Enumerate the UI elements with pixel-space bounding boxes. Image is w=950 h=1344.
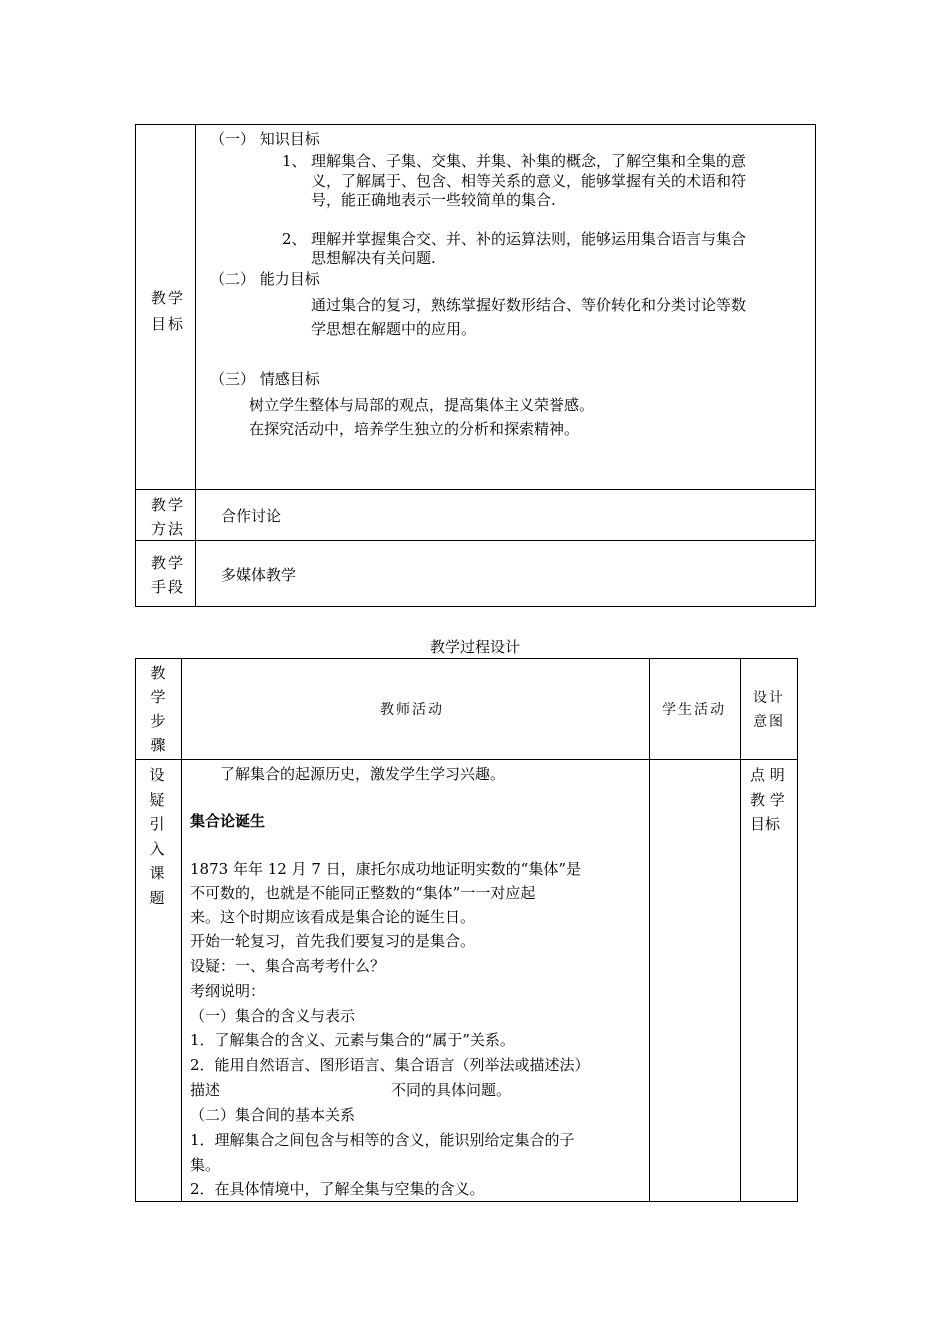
review-intro: 开始一轮复习，首先我们要复习的是集合。 [190,932,476,950]
label-line: 手段 [150,578,185,596]
header-student-activity: 学生活动 [662,702,726,718]
knowledge-item-line: 思想解决有关问题. [311,249,436,267]
history-line: 1873 年年 12 月 7 日，康托尔成功地证明实数的“集体”是 [190,860,581,878]
intent-line: 教 学 [750,790,785,809]
header-char: 步 [150,712,166,730]
teaching-method-value: 合作讨论 [221,507,282,525]
header-teacher-activity: 教师活动 [380,702,444,718]
label-line: 教学 [150,554,185,572]
history-line: 来。这个时期应该看成是集合论的诞生日。 [190,908,476,926]
section-title: 教学过程设计 [429,638,520,656]
knowledge-item-number: 2、 [282,230,307,248]
intro-text: 了解集合的起源历史，激发学生学习兴趣。 [220,765,506,783]
label-line: 目标 [150,315,185,333]
row-label-teaching-means [146,551,190,599]
step-char: 引 [149,815,165,833]
subsection-heading: 集合论诞生 [190,812,266,830]
header-design-intent [741,686,797,734]
step-char: 题 [149,888,165,907]
knowledge-item-number: 1、 [282,152,307,170]
syllabus-item: 2．在具体情境中，了解全集与空集的含义。 [190,1180,485,1198]
syllabus-item-continuation: 描述 [190,1081,221,1099]
syllabus-item: 2．能用自然语言、图形语言、集合语言（列举法或描述法） [190,1056,590,1074]
header-char: 学 [150,688,166,706]
knowledge-item-line: 理解并掌握集合交、并、补的运算法则，能够运用集合语言与集合 [311,230,747,248]
intent-line: 点 明 [750,766,785,784]
header-char: 教 [150,664,166,682]
history-line: 不可数的，也就是不能同正整数的“集体”一一对应起 [190,884,536,902]
header-line: 设计 [753,690,785,706]
emotion-objective-line: 在探究活动中，培养学生独立的分析和探索精神。 [249,420,580,438]
step-char: 设 [149,766,165,784]
syllabus-section-heading: （二）集合间的基本关系 [190,1106,356,1124]
question-text: 设疑：一、集合高考考什么？ [190,957,386,975]
row-label-teaching-objectives [146,285,190,337]
step-char: 课 [149,864,165,882]
header-teaching-step [146,661,170,757]
row-label-teaching-method [146,493,190,541]
header-char: 骤 [150,736,166,754]
label-line: 教学 [150,289,185,307]
syllabus-item: 1．理解集合之间包含与相等的含义，能识别给定集合的子 [190,1131,575,1149]
syllabus-label: 考纲说明： [190,982,266,1000]
ability-objective-line: 通过集合的复习，熟练掌握好数形结合、等价转化和分类讨论等数 [311,296,747,314]
knowledge-item-line: 义，了解属于、包含、相等关系的意义，能够掌握有关的术语和符 [311,172,747,190]
step-char: 入 [149,839,165,858]
syllabus-item-continuation: 不同的具体问题。 [391,1081,512,1099]
label-line: 方法 [150,520,185,538]
step-label [145,763,169,910]
header-line: 意图 [753,714,785,730]
label-line: 教学 [150,496,185,514]
emotion-objective-line: 树立学生整体与局部的观点，提高集体主义荣誉感。 [249,396,595,414]
knowledge-item-line: 号，能正确地表示一些较简单的集合. [311,191,556,209]
ability-objective-heading: （二） 能力目标 [210,270,320,288]
design-intent-text [750,763,785,837]
knowledge-item-line: 理解集合、子集、交集、并集、补集的概念，了解空集和全集的意 [311,152,747,170]
knowledge-objective-heading: （一） 知识目标 [210,130,320,148]
teaching-means-value: 多媒体教学 [221,566,297,584]
syllabus-item-continuation: 集。 [190,1156,221,1174]
intent-line: 目标 [750,815,781,833]
ability-objective-line: 学思想在解题中的应用。 [311,320,477,338]
syllabus-section-heading: （一）集合的含义与表示 [190,1007,356,1025]
step-char: 疑 [149,790,165,809]
syllabus-item: 1．了解集合的含义、元素与集合的“属于”关系。 [190,1031,515,1049]
emotion-objective-heading: （三） 情感目标 [210,370,320,388]
